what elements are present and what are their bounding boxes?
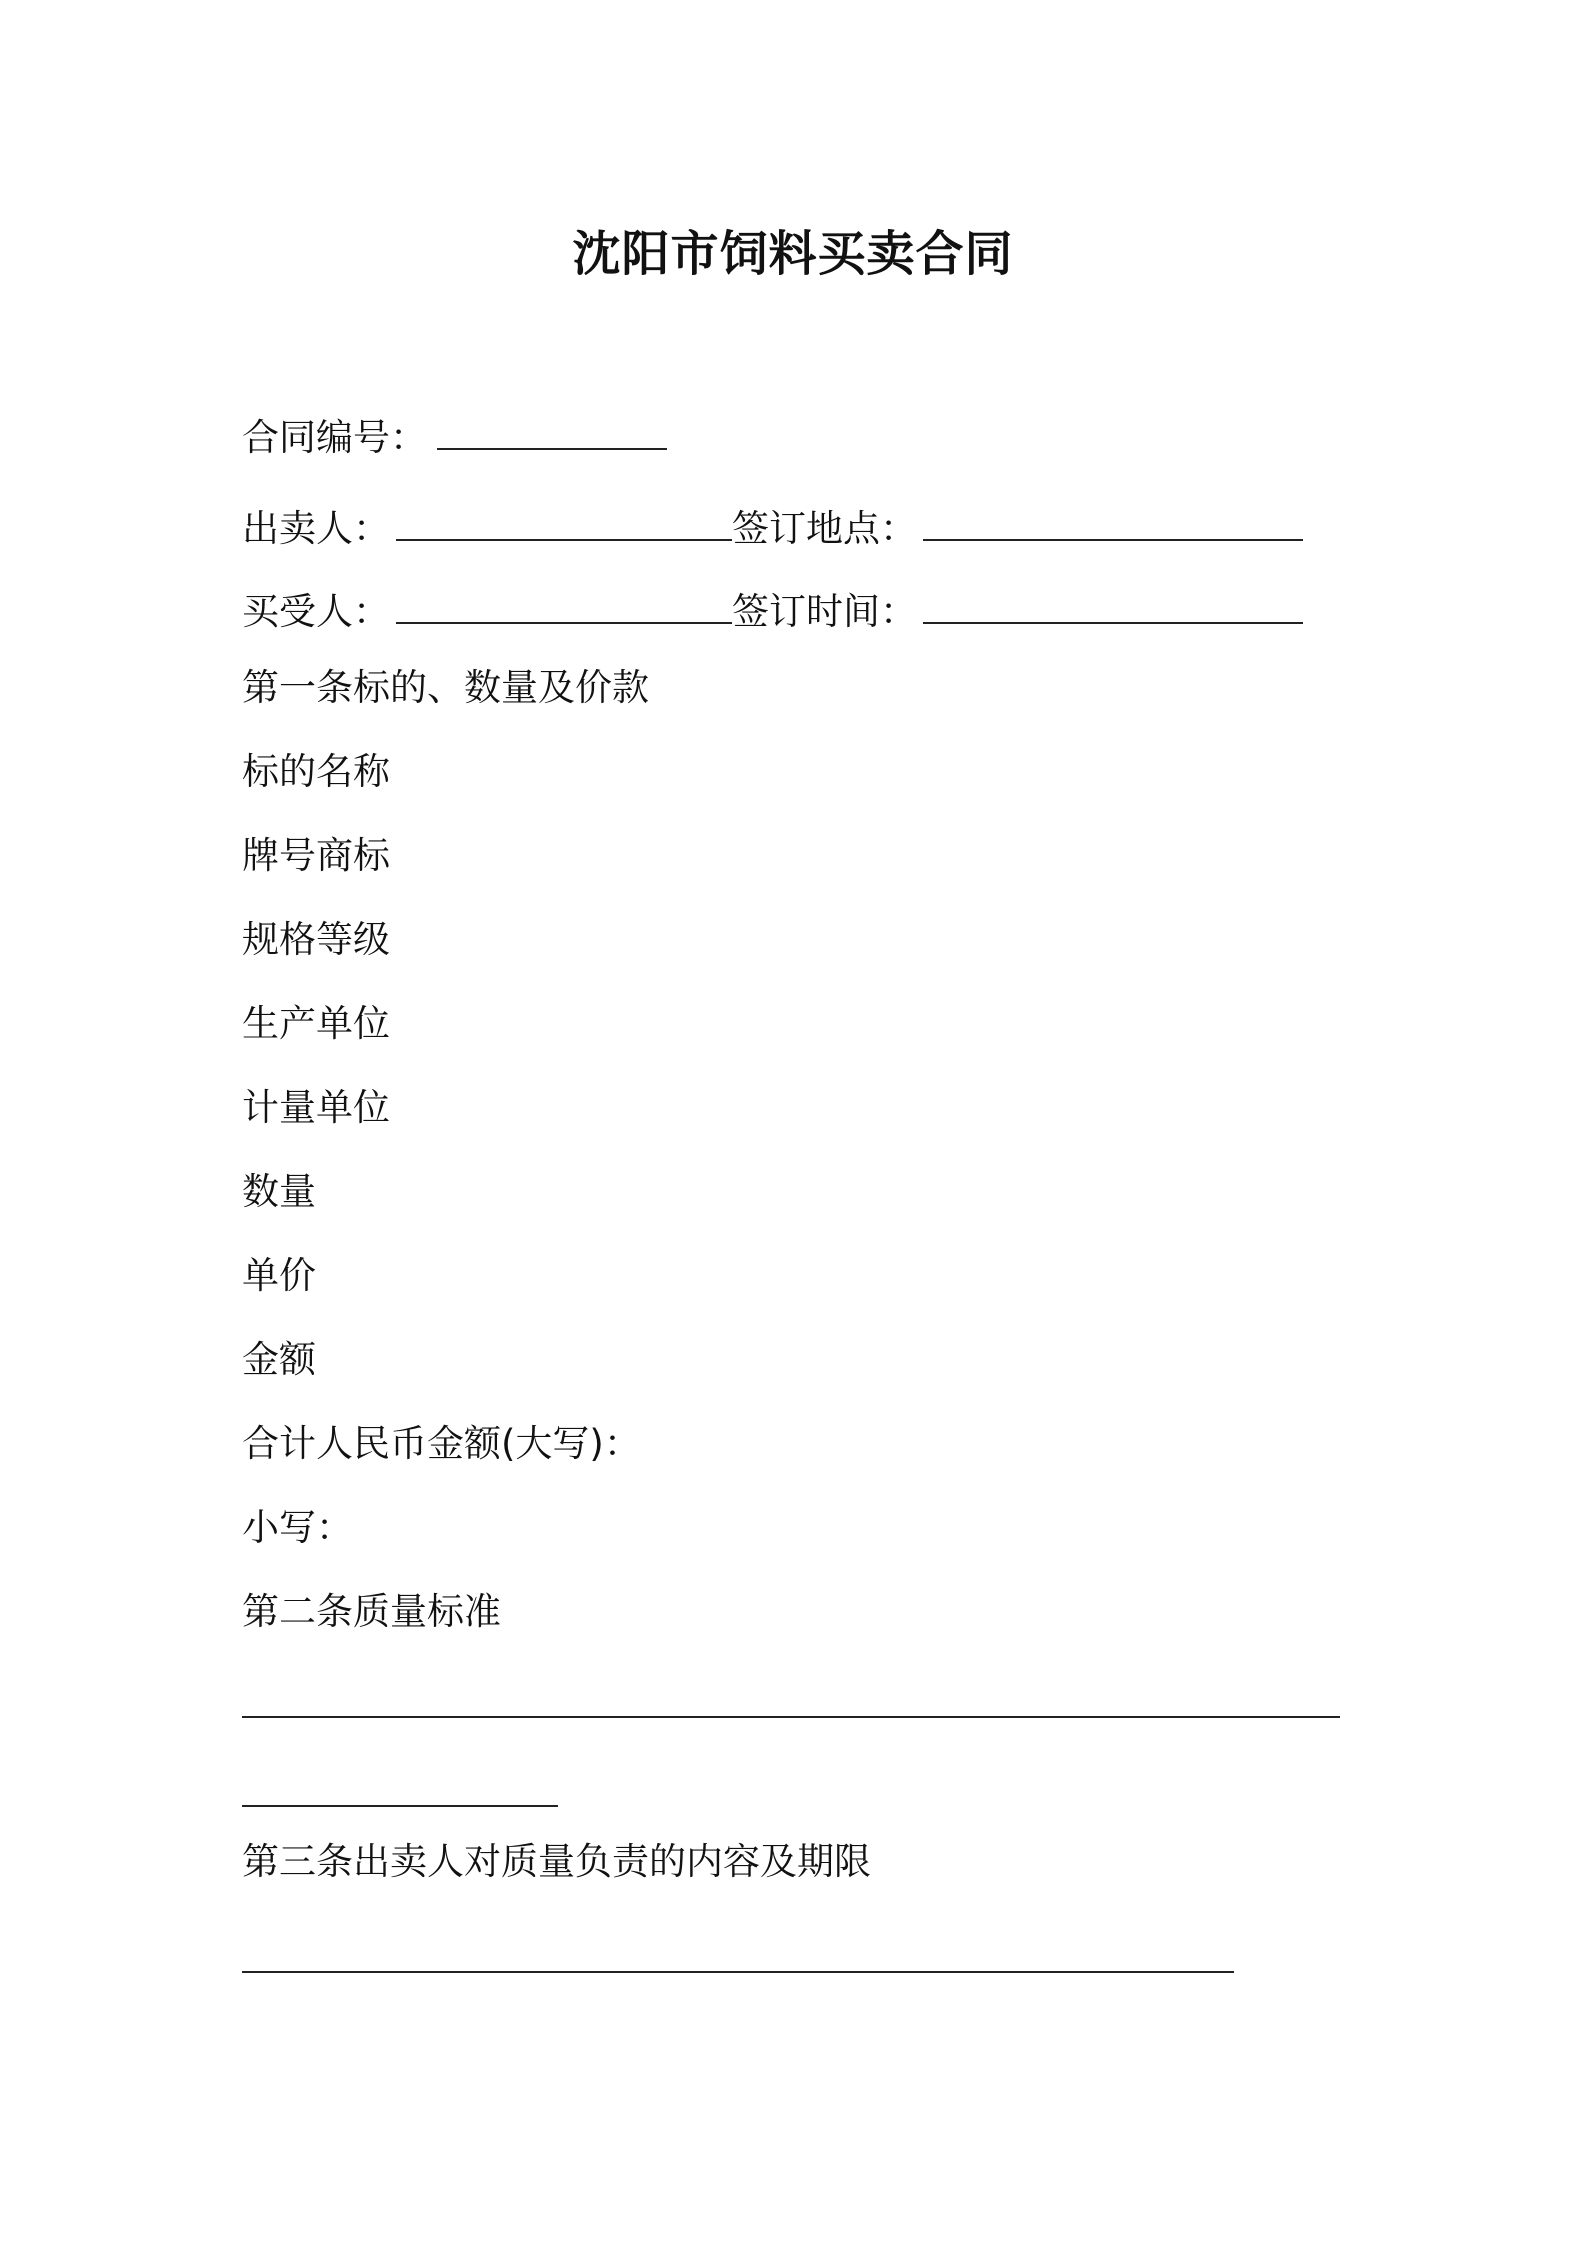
sign-place-label: 签订地点： [732,507,917,550]
brand-trademark-label: 牌号商标 [242,834,390,877]
contract-number-line [242,414,667,462]
unit-price-label: 单价 [242,1254,316,1297]
quality-responsibility-blank[interactable] [242,1971,1234,1973]
total-upper-label: 合计人民币金额(大写)： [242,1422,641,1465]
buyer-blank[interactable] [396,588,732,624]
measure-unit-label: 计量单位 [242,1086,390,1129]
spec-grade-label: 规格等级 [242,918,390,961]
article1-heading: 第一条标的、数量及价款 [242,666,649,709]
document-title: 沈阳市饲料买卖合同 [572,226,1014,282]
seller-blank[interactable] [396,505,732,541]
sign-place-blank[interactable] [923,505,1303,541]
sign-time-label: 签订时间： [732,590,917,633]
quantity-label: 数量 [242,1170,316,1213]
amount-label: 金额 [242,1338,316,1381]
article2-heading: 第二条质量标准 [242,1590,501,1633]
item-name-label: 标的名称 [242,750,390,793]
producer-label: 生产单位 [242,1002,390,1045]
lowercase-label: 小写： [242,1506,353,1549]
contract-number-blank[interactable] [437,414,667,450]
buyer-line [242,588,1303,636]
contract-number-label: 合同编号： [242,416,427,459]
buyer-label: 买受人： [242,590,390,633]
article3-heading: 第三条出卖人对质量负责的内容及期限 [242,1840,871,1883]
seller-label: 出卖人： [242,507,390,550]
quality-standard-blank-1[interactable] [242,1716,1340,1718]
quality-standard-blank-2[interactable] [242,1805,558,1807]
seller-line [242,505,1303,553]
sign-time-blank[interactable] [923,588,1303,624]
